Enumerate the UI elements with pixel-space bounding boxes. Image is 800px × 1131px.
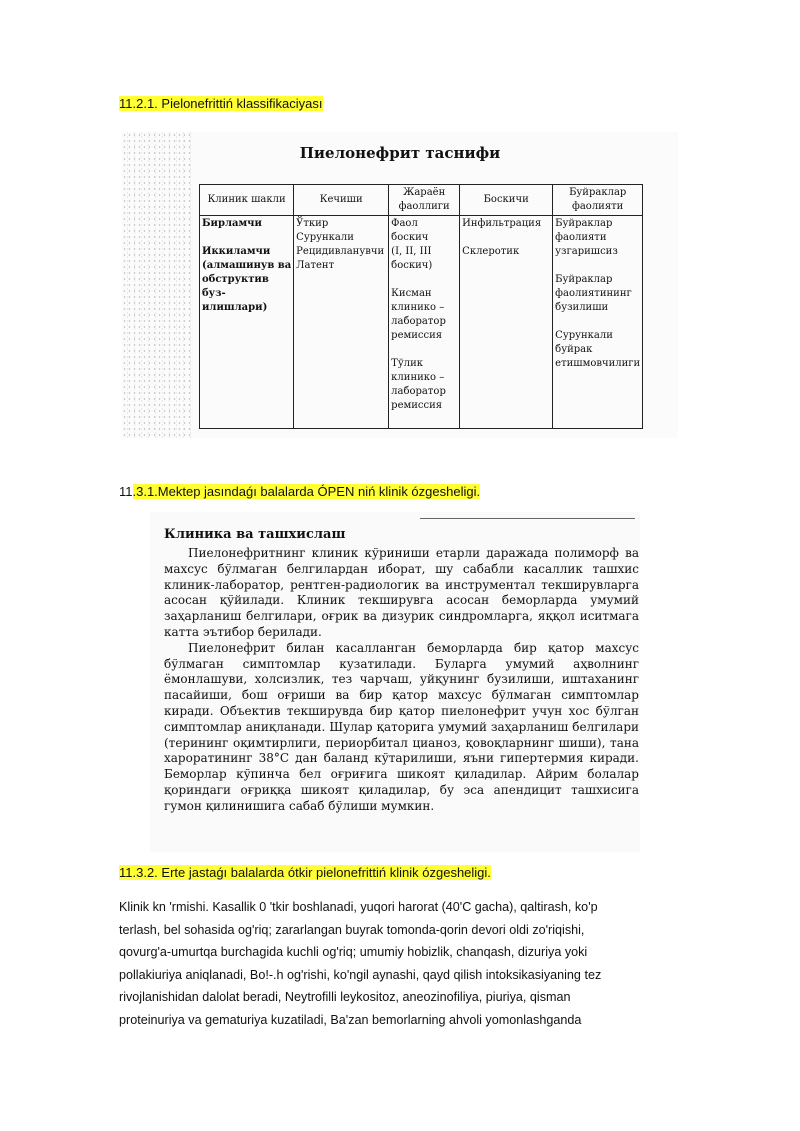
scan-subtitle: Клиника ва ташхислаш bbox=[164, 527, 346, 542]
section-heading-school-age bbox=[119, 483, 480, 500]
cell-line: Склеротик bbox=[462, 246, 520, 257]
cell-line: боскич bbox=[391, 232, 429, 243]
cell-line: Ўткир bbox=[296, 218, 329, 229]
cell-line: буз- bbox=[202, 288, 226, 299]
cell-line: фаолиятининг bbox=[555, 288, 632, 299]
column-header: Буйраклар фаолияти bbox=[553, 185, 643, 216]
table-row bbox=[200, 216, 643, 429]
activity-cell bbox=[389, 216, 460, 429]
text-line: qovurg'a-umurtqa burchagida kuchli og'riq; umumiy hobizlik, chanqash, dizuriya yoki bbox=[119, 945, 588, 959]
table-header-row bbox=[200, 185, 643, 216]
divider bbox=[420, 518, 635, 519]
cell-line: Иккиламчи bbox=[202, 246, 271, 257]
cell-line: обструктив bbox=[202, 274, 269, 285]
cell-line: клинико – bbox=[391, 302, 445, 313]
column-header: Кечиши bbox=[294, 185, 389, 216]
cell-line: фаолияти bbox=[555, 232, 607, 243]
heading-text: .3.1.Mektep jasındaǵı balalarda ÓPEN niń klinik ózgesheligi. bbox=[132, 484, 481, 499]
cell-line: Латент bbox=[296, 260, 335, 271]
cell-line: Кисман bbox=[391, 288, 432, 299]
classification-table-scan bbox=[122, 132, 678, 438]
section-heading-early-age bbox=[119, 864, 491, 881]
text-line: proteinuriya va gematuriya kuzatiladi, Ba'zan bemorlarning ahvoli yomonlashganda bbox=[119, 1012, 582, 1027]
body-paragraph bbox=[119, 896, 664, 1031]
classification-table bbox=[199, 184, 643, 429]
cell-line: Фаол bbox=[391, 218, 418, 229]
cell-line: буйрак bbox=[555, 344, 593, 355]
cell-line: Сурункали bbox=[296, 232, 354, 243]
cell-line: клинико – bbox=[391, 372, 445, 383]
cell-line: боскич) bbox=[391, 260, 433, 271]
kidney-function-cell bbox=[553, 216, 643, 429]
heading-text: 11.3.2. Erte jastaǵı balalarda ótkir pielonefrittiń klinik ózgesheligi. bbox=[119, 865, 491, 880]
stage-cell bbox=[460, 216, 553, 429]
cell-gap bbox=[462, 231, 550, 245]
heading-prefix: 11 bbox=[119, 484, 133, 499]
cell-line: Тўлик bbox=[391, 358, 423, 369]
cell-line: етишмовчилиги bbox=[555, 358, 641, 369]
text-line: terlash, bel sohasida og'riq; zararlangan buyrak tomonda-qorin devori oldi zo'riqishi, bbox=[119, 922, 585, 937]
cell-line: Сурункали bbox=[555, 330, 613, 341]
cell-gap bbox=[555, 315, 640, 329]
course-cell bbox=[294, 216, 389, 429]
cell-line: лаборатор bbox=[391, 316, 446, 327]
cell-line: ремиссия bbox=[391, 330, 443, 341]
cell-gap bbox=[555, 259, 640, 273]
cell-line: илишлари) bbox=[202, 302, 268, 313]
cell-line: узгаришсиз bbox=[555, 246, 618, 257]
cell-line: Рецидивланувчи bbox=[296, 246, 385, 257]
cell-line: Буйраклар bbox=[555, 274, 613, 285]
clinical-form-cell bbox=[200, 216, 294, 429]
cell-gap bbox=[391, 343, 457, 357]
cell-line: Буйраклар bbox=[555, 218, 613, 229]
scan-paragraphs bbox=[164, 546, 639, 815]
clinical-text-scan bbox=[150, 512, 640, 852]
column-header: Клиник шакли bbox=[200, 185, 294, 216]
scan-paragraph: Пиелонефрит билан касалланган беморларда бир қатор махсус бўлмаган симптомлар кузатилади. Буларга умумий аҳволнинг ёмонлашуви, холсизлик, тез чарчаш, уйқунинг бузилиши, иштаханинг пасайиши, бош оғриши ва бир қатор махсус бўлмаган симптомлар киради. Объектив текширувда бир қатор пиелонефрит учун хос бўлган симптомлар аниқланади. Шулар қаторига умумий заҳарланиш белгилари (терининг оқимтирлиги, периорбитал цианоз, қовоқларнинг шиши), тана хароратининг 38°С дан баланд кўтарилиши, яъни гипертермия киради. Беморлар кўпинча бел оғриғига шикоят қиладилар. Айрим болалар қориндаги оғриққа шикоят қиладилар, бу эса апендицит ташхисига гумон қилинишига сабаб бўлиши мумкин. bbox=[164, 640, 639, 813]
text-line: Klinik kn 'rmishi. Kasallik 0 'tkir boshlanadi, yuqori harorat (40'C gacha), qaltirash, ko'p bbox=[119, 900, 598, 914]
cell-gap bbox=[202, 231, 291, 245]
text-line: pollakiuriya aniqlanadi, Bo!-.h og'rishi, ko'ngil aynashi, qayd qilish intoksikasiyaning tez bbox=[119, 967, 602, 982]
scan-paragraph: Пиелонефритнинг клиник кўриниши етарли даражада полиморф ва махсус бўлмаган белгилардан иборат, шу сабабли касаллик ташхис клиник-лаборатор, рентген-радиологик ва инструментал текширувларга асосан қўйилади. Клиник текширувга асосан беморларда умумий заҳарланиш белгилари, оғрик ва дизурик синдромларга, яққол иситмага катта эътибор берилади. bbox=[164, 546, 639, 639]
cell-line: Инфильтрация bbox=[462, 218, 542, 229]
text-line: rivojlanishidan dalolat beradi, Neytrofilli leykositoz, aneozinofiliya, piuriya, qisman bbox=[119, 990, 571, 1004]
table-title: Пиелонефрит таснифи bbox=[299, 144, 501, 162]
cell-line: ремиссия bbox=[391, 400, 443, 411]
section-heading-classification bbox=[119, 95, 323, 112]
cell-line: (I, II, III bbox=[391, 246, 432, 257]
cell-line: бузилиши bbox=[555, 302, 609, 313]
scan-noise bbox=[122, 132, 192, 438]
column-header: Боскичи bbox=[460, 185, 553, 216]
cell-line: (алмашинув ва bbox=[202, 260, 292, 271]
column-header: Жараён фаоллиги bbox=[389, 185, 460, 216]
cell-line: Бирламчи bbox=[202, 218, 262, 229]
heading-text: 11.2.1. Pielonefrittiń klassifikaciyası bbox=[119, 96, 323, 111]
cell-gap bbox=[391, 273, 457, 287]
cell-line: лаборатор bbox=[391, 386, 446, 397]
